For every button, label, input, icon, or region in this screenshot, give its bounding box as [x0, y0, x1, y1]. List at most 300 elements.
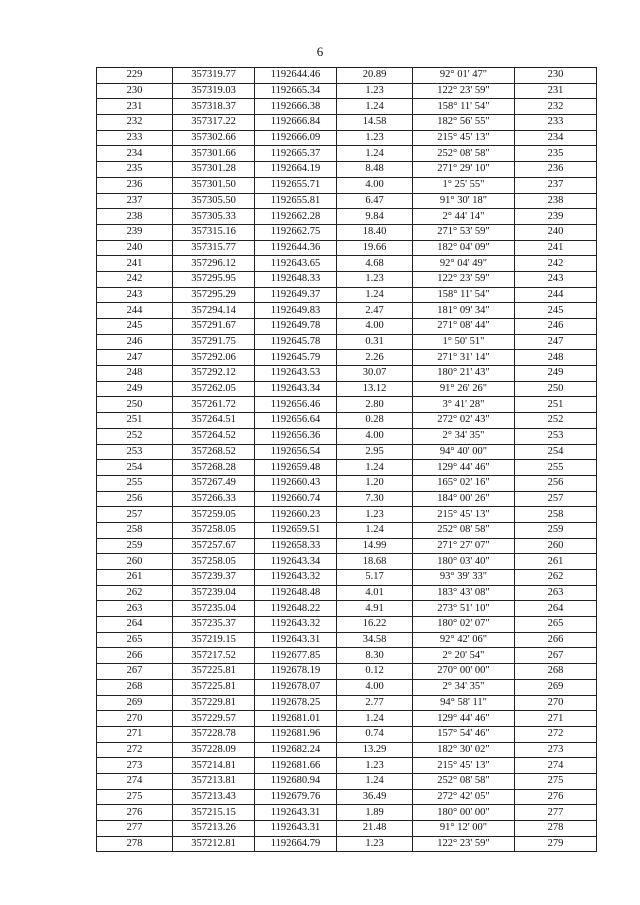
bearing-cell: 91° 26' 26": [413, 381, 515, 397]
distance-cell: 4.00: [337, 679, 413, 695]
point-number-cell: 235: [97, 162, 173, 178]
bearing-cell: 272° 02' 43": [413, 413, 515, 429]
next-point-cell: 234: [515, 130, 597, 146]
bearing-cell: 180° 02' 07": [413, 617, 515, 633]
point-number-cell: 254: [97, 460, 173, 476]
next-point-cell: 263: [515, 585, 597, 601]
y-coordinate-cell: 1192678.25: [255, 695, 337, 711]
next-point-cell: 265: [515, 617, 597, 633]
next-point-cell: 236: [515, 162, 597, 178]
x-coordinate-cell: 357268.28: [173, 460, 255, 476]
table-row: [97, 303, 597, 319]
point-number-cell: 231: [97, 99, 173, 115]
next-point-cell: 244: [515, 287, 597, 303]
next-point-cell: 260: [515, 538, 597, 554]
bearing-cell: 92° 42' 06": [413, 632, 515, 648]
table-row: [97, 256, 597, 272]
x-coordinate-cell: 357268.52: [173, 444, 255, 460]
bearing-cell: 1° 50' 51": [413, 334, 515, 350]
table-row: [97, 742, 597, 758]
table-row: [97, 177, 597, 193]
y-coordinate-cell: 1192656.54: [255, 444, 337, 460]
y-coordinate-cell: 1192645.79: [255, 350, 337, 366]
x-coordinate-cell: 357213.81: [173, 773, 255, 789]
bearing-cell: 2° 20' 54": [413, 648, 515, 664]
point-number-cell: 252: [97, 428, 173, 444]
table-row: [97, 789, 597, 805]
point-number-cell: 271: [97, 726, 173, 742]
table-row: [97, 397, 597, 413]
y-coordinate-cell: 1192645.78: [255, 334, 337, 350]
y-coordinate-cell: 1192677.85: [255, 648, 337, 664]
distance-cell: 7.30: [337, 491, 413, 507]
bearing-cell: 183° 43' 08": [413, 585, 515, 601]
x-coordinate-cell: 357262.05: [173, 381, 255, 397]
bearing-cell: 129° 44' 46": [413, 460, 515, 476]
table-row: [97, 99, 597, 115]
table-row: [97, 836, 597, 852]
y-coordinate-cell: 1192680.94: [255, 773, 337, 789]
distance-cell: 9.84: [337, 209, 413, 225]
x-coordinate-cell: 357292.06: [173, 350, 255, 366]
y-coordinate-cell: 1192660.43: [255, 475, 337, 491]
bearing-cell: 122° 23' 59": [413, 271, 515, 287]
point-number-cell: 236: [97, 177, 173, 193]
x-coordinate-cell: 357225.81: [173, 664, 255, 680]
point-number-cell: 270: [97, 711, 173, 727]
x-coordinate-cell: 357212.81: [173, 836, 255, 852]
bearing-cell: 94° 40' 00": [413, 444, 515, 460]
x-coordinate-cell: 357215.15: [173, 805, 255, 821]
distance-cell: 4.68: [337, 256, 413, 272]
table-row: [97, 522, 597, 538]
bearing-cell: 273° 51' 10": [413, 601, 515, 617]
y-coordinate-cell: 1192666.09: [255, 130, 337, 146]
bearing-cell: 182° 30' 02": [413, 742, 515, 758]
table-row: [97, 585, 597, 601]
table-row: [97, 554, 597, 570]
point-number-cell: 275: [97, 789, 173, 805]
point-number-cell: 232: [97, 115, 173, 131]
next-point-cell: 279: [515, 836, 597, 852]
bearing-cell: 181° 09' 34": [413, 303, 515, 319]
y-coordinate-cell: 1192643.34: [255, 381, 337, 397]
distance-cell: 4.00: [337, 428, 413, 444]
next-point-cell: 256: [515, 475, 597, 491]
point-number-cell: 273: [97, 758, 173, 774]
next-point-cell: 269: [515, 679, 597, 695]
x-coordinate-cell: 357292.12: [173, 366, 255, 382]
x-coordinate-cell: 357225.81: [173, 679, 255, 695]
y-coordinate-cell: 1192666.38: [255, 99, 337, 115]
x-coordinate-cell: 357301.50: [173, 177, 255, 193]
next-point-cell: 239: [515, 209, 597, 225]
y-coordinate-cell: 1192681.96: [255, 726, 337, 742]
point-number-cell: 247: [97, 350, 173, 366]
bearing-cell: 270° 00' 00": [413, 664, 515, 680]
bearing-cell: 91° 12' 00": [413, 821, 515, 837]
table-row: [97, 601, 597, 617]
point-number-cell: 260: [97, 554, 173, 570]
next-point-cell: 240: [515, 224, 597, 240]
table-row: [97, 617, 597, 633]
y-coordinate-cell: 1192682.24: [255, 742, 337, 758]
x-coordinate-cell: 357258.05: [173, 522, 255, 538]
x-coordinate-cell: 357235.37: [173, 617, 255, 633]
table-row: [97, 240, 597, 256]
next-point-cell: 230: [515, 68, 597, 84]
point-number-cell: 229: [97, 68, 173, 84]
distance-cell: 2.77: [337, 695, 413, 711]
distance-cell: 4.00: [337, 319, 413, 335]
bearing-cell: 94° 58' 11": [413, 695, 515, 711]
next-point-cell: 235: [515, 146, 597, 162]
bearing-cell: 2° 44' 14": [413, 209, 515, 225]
point-number-cell: 255: [97, 475, 173, 491]
table-row: [97, 366, 597, 382]
bearing-cell: 2° 34' 35": [413, 679, 515, 695]
table-row: [97, 381, 597, 397]
bearing-cell: 122° 23' 59": [413, 836, 515, 852]
point-number-cell: 246: [97, 334, 173, 350]
next-point-cell: 253: [515, 428, 597, 444]
y-coordinate-cell: 1192655.71: [255, 177, 337, 193]
y-coordinate-cell: 1192665.34: [255, 83, 337, 99]
x-coordinate-cell: 357302.66: [173, 130, 255, 146]
x-coordinate-cell: 357219.15: [173, 632, 255, 648]
bearing-cell: 252° 08' 58": [413, 146, 515, 162]
x-coordinate-cell: 357257.67: [173, 538, 255, 554]
x-coordinate-cell: 357229.57: [173, 711, 255, 727]
x-coordinate-cell: 357301.66: [173, 146, 255, 162]
x-coordinate-cell: 357213.26: [173, 821, 255, 837]
y-coordinate-cell: 1192643.34: [255, 554, 337, 570]
bearing-cell: 252° 08' 58": [413, 522, 515, 538]
y-coordinate-cell: 1192678.07: [255, 679, 337, 695]
distance-cell: 1.23: [337, 507, 413, 523]
next-point-cell: 273: [515, 742, 597, 758]
page-number: 6: [316, 44, 324, 59]
x-coordinate-cell: 357235.04: [173, 601, 255, 617]
y-coordinate-cell: 1192656.64: [255, 413, 337, 429]
x-coordinate-cell: 357229.81: [173, 695, 255, 711]
x-coordinate-cell: 357319.03: [173, 83, 255, 99]
next-point-cell: 266: [515, 632, 597, 648]
bearing-cell: 180° 21' 43": [413, 366, 515, 382]
table-row: [97, 648, 597, 664]
y-coordinate-cell: 1192655.81: [255, 193, 337, 209]
x-coordinate-cell: 357228.78: [173, 726, 255, 742]
table-row: [97, 334, 597, 350]
table-row: [97, 83, 597, 99]
x-coordinate-cell: 357291.75: [173, 334, 255, 350]
distance-cell: 20.89: [337, 68, 413, 84]
x-coordinate-cell: 357261.72: [173, 397, 255, 413]
distance-cell: 36.49: [337, 789, 413, 805]
distance-cell: 1.23: [337, 130, 413, 146]
y-coordinate-cell: 1192643.53: [255, 366, 337, 382]
bearing-cell: 215° 45' 13": [413, 758, 515, 774]
bearing-cell: 165° 02' 16": [413, 475, 515, 491]
y-coordinate-cell: 1192643.31: [255, 805, 337, 821]
distance-cell: 8.30: [337, 648, 413, 664]
bearing-cell: 122° 23' 59": [413, 83, 515, 99]
next-point-cell: 251: [515, 397, 597, 413]
distance-cell: 6.47: [337, 193, 413, 209]
y-coordinate-cell: 1192665.37: [255, 146, 337, 162]
next-point-cell: 270: [515, 695, 597, 711]
x-coordinate-cell: 357228.09: [173, 742, 255, 758]
y-coordinate-cell: 1192644.36: [255, 240, 337, 256]
next-point-cell: 277: [515, 805, 597, 821]
y-coordinate-cell: 1192659.48: [255, 460, 337, 476]
next-point-cell: 233: [515, 115, 597, 131]
point-number-cell: 277: [97, 821, 173, 837]
next-point-cell: 249: [515, 366, 597, 382]
point-number-cell: 265: [97, 632, 173, 648]
point-number-cell: 233: [97, 130, 173, 146]
table-row: [97, 664, 597, 680]
table-row: [97, 146, 597, 162]
y-coordinate-cell: 1192678.19: [255, 664, 337, 680]
table-row: [97, 507, 597, 523]
point-number-cell: 257: [97, 507, 173, 523]
x-coordinate-cell: 357239.04: [173, 585, 255, 601]
point-number-cell: 264: [97, 617, 173, 633]
distance-cell: 0.74: [337, 726, 413, 742]
point-number-cell: 243: [97, 287, 173, 303]
x-coordinate-cell: 357305.33: [173, 209, 255, 225]
next-point-cell: 238: [515, 193, 597, 209]
point-number-cell: 261: [97, 570, 173, 586]
distance-cell: 14.99: [337, 538, 413, 554]
table-row: [97, 115, 597, 131]
bearing-cell: 252° 08' 58": [413, 773, 515, 789]
y-coordinate-cell: 1192643.32: [255, 617, 337, 633]
distance-cell: 21.48: [337, 821, 413, 837]
bearing-cell: 182° 56' 55": [413, 115, 515, 131]
x-coordinate-cell: 357264.52: [173, 428, 255, 444]
y-coordinate-cell: 1192643.65: [255, 256, 337, 272]
x-coordinate-cell: 357217.52: [173, 648, 255, 664]
table-body: [97, 68, 597, 852]
table-row: [97, 805, 597, 821]
table-row: [97, 287, 597, 303]
distance-cell: 2.80: [337, 397, 413, 413]
x-coordinate-cell: 357315.16: [173, 224, 255, 240]
distance-cell: 2.47: [337, 303, 413, 319]
distance-cell: 1.23: [337, 758, 413, 774]
x-coordinate-cell: 357258.05: [173, 554, 255, 570]
distance-cell: 13.29: [337, 742, 413, 758]
distance-cell: 14.58: [337, 115, 413, 131]
point-number-cell: 248: [97, 366, 173, 382]
x-coordinate-cell: 357267.49: [173, 475, 255, 491]
x-coordinate-cell: 357301.28: [173, 162, 255, 178]
point-number-cell: 251: [97, 413, 173, 429]
table-row: [97, 209, 597, 225]
distance-cell: 8.48: [337, 162, 413, 178]
table-row: [97, 570, 597, 586]
point-number-cell: 269: [97, 695, 173, 711]
point-number-cell: 249: [97, 381, 173, 397]
x-coordinate-cell: 357294.14: [173, 303, 255, 319]
point-number-cell: 241: [97, 256, 173, 272]
table-row: [97, 821, 597, 837]
y-coordinate-cell: 1192649.37: [255, 287, 337, 303]
next-point-cell: 278: [515, 821, 597, 837]
bearing-cell: 182° 04' 09": [413, 240, 515, 256]
point-number-cell: 266: [97, 648, 173, 664]
table-row: [97, 491, 597, 507]
table-row: [97, 444, 597, 460]
bearing-cell: 184° 00' 26": [413, 491, 515, 507]
y-coordinate-cell: 1192643.31: [255, 632, 337, 648]
y-coordinate-cell: 1192643.31: [255, 821, 337, 837]
next-point-cell: 242: [515, 256, 597, 272]
next-point-cell: 245: [515, 303, 597, 319]
next-point-cell: 243: [515, 271, 597, 287]
x-coordinate-cell: 357296.12: [173, 256, 255, 272]
x-coordinate-cell: 357315.77: [173, 240, 255, 256]
distance-cell: 4.91: [337, 601, 413, 617]
distance-cell: 1.23: [337, 271, 413, 287]
next-point-cell: 255: [515, 460, 597, 476]
next-point-cell: 241: [515, 240, 597, 256]
next-point-cell: 275: [515, 773, 597, 789]
x-coordinate-cell: 357305.50: [173, 193, 255, 209]
point-number-cell: 242: [97, 271, 173, 287]
bearing-cell: 271° 08' 44": [413, 319, 515, 335]
coordinates-table: [96, 67, 597, 852]
y-coordinate-cell: 1192664.79: [255, 836, 337, 852]
distance-cell: 0.31: [337, 334, 413, 350]
next-point-cell: 259: [515, 522, 597, 538]
x-coordinate-cell: 357239.37: [173, 570, 255, 586]
distance-cell: 1.24: [337, 773, 413, 789]
bearing-cell: 1° 25' 55": [413, 177, 515, 193]
y-coordinate-cell: 1192666.84: [255, 115, 337, 131]
y-coordinate-cell: 1192664.19: [255, 162, 337, 178]
point-number-cell: 272: [97, 742, 173, 758]
next-point-cell: 231: [515, 83, 597, 99]
distance-cell: 1.24: [337, 711, 413, 727]
point-number-cell: 237: [97, 193, 173, 209]
distance-cell: 1.24: [337, 287, 413, 303]
y-coordinate-cell: 1192681.66: [255, 758, 337, 774]
next-point-cell: 257: [515, 491, 597, 507]
y-coordinate-cell: 1192648.33: [255, 271, 337, 287]
table-row: [97, 162, 597, 178]
point-number-cell: 250: [97, 397, 173, 413]
x-coordinate-cell: 357259.05: [173, 507, 255, 523]
next-point-cell: 274: [515, 758, 597, 774]
table-row: [97, 695, 597, 711]
next-point-cell: 258: [515, 507, 597, 523]
y-coordinate-cell: 1192649.78: [255, 319, 337, 335]
point-number-cell: 239: [97, 224, 173, 240]
distance-cell: 16.22: [337, 617, 413, 633]
point-number-cell: 245: [97, 319, 173, 335]
next-point-cell: 262: [515, 570, 597, 586]
table-row: [97, 68, 597, 84]
point-number-cell: 259: [97, 538, 173, 554]
next-point-cell: 246: [515, 319, 597, 335]
x-coordinate-cell: 357214.81: [173, 758, 255, 774]
distance-cell: 19.66: [337, 240, 413, 256]
bearing-cell: 92° 04' 49": [413, 256, 515, 272]
point-number-cell: 253: [97, 444, 173, 460]
y-coordinate-cell: 1192656.36: [255, 428, 337, 444]
y-coordinate-cell: 1192644.46: [255, 68, 337, 84]
next-point-cell: 272: [515, 726, 597, 742]
next-point-cell: 254: [515, 444, 597, 460]
y-coordinate-cell: 1192658.33: [255, 538, 337, 554]
distance-cell: 4.00: [337, 177, 413, 193]
point-number-cell: 238: [97, 209, 173, 225]
y-coordinate-cell: 1192643.32: [255, 570, 337, 586]
next-point-cell: 237: [515, 177, 597, 193]
bearing-cell: 271° 31' 14": [413, 350, 515, 366]
bearing-cell: 272° 42' 05": [413, 789, 515, 805]
bearing-cell: 93° 39' 33": [413, 570, 515, 586]
bearing-cell: 271° 53' 59": [413, 224, 515, 240]
distance-cell: 0.12: [337, 664, 413, 680]
next-point-cell: 276: [515, 789, 597, 805]
bearing-cell: 157° 54' 46": [413, 726, 515, 742]
bearing-cell: 180° 03' 40": [413, 554, 515, 570]
y-coordinate-cell: 1192648.22: [255, 601, 337, 617]
distance-cell: 18.40: [337, 224, 413, 240]
x-coordinate-cell: 357266.33: [173, 491, 255, 507]
next-point-cell: 261: [515, 554, 597, 570]
x-coordinate-cell: 357295.29: [173, 287, 255, 303]
bearing-cell: 2° 34' 35": [413, 428, 515, 444]
table-row: [97, 711, 597, 727]
point-number-cell: 234: [97, 146, 173, 162]
point-number-cell: 240: [97, 240, 173, 256]
y-coordinate-cell: 1192659.51: [255, 522, 337, 538]
next-point-cell: 267: [515, 648, 597, 664]
table-row: [97, 271, 597, 287]
table-row: [97, 726, 597, 742]
distance-cell: 1.24: [337, 146, 413, 162]
bearing-cell: 271° 27' 07": [413, 538, 515, 554]
table-row: [97, 319, 597, 335]
next-point-cell: 268: [515, 664, 597, 680]
distance-cell: 2.95: [337, 444, 413, 460]
distance-cell: 13.12: [337, 381, 413, 397]
point-number-cell: 276: [97, 805, 173, 821]
table-row: [97, 428, 597, 444]
point-number-cell: 274: [97, 773, 173, 789]
table-row: [97, 130, 597, 146]
distance-cell: 0.28: [337, 413, 413, 429]
bearing-cell: 91° 30' 18": [413, 193, 515, 209]
bearing-cell: 271° 29' 10": [413, 162, 515, 178]
y-coordinate-cell: 1192656.46: [255, 397, 337, 413]
point-number-cell: 256: [97, 491, 173, 507]
y-coordinate-cell: 1192662.28: [255, 209, 337, 225]
x-coordinate-cell: 357213.43: [173, 789, 255, 805]
distance-cell: 18.68: [337, 554, 413, 570]
table-row: [97, 538, 597, 554]
distance-cell: 1.24: [337, 522, 413, 538]
bearing-cell: 92° 01' 47": [413, 68, 515, 84]
table-row: [97, 460, 597, 476]
distance-cell: 1.20: [337, 475, 413, 491]
distance-cell: 30.07: [337, 366, 413, 382]
